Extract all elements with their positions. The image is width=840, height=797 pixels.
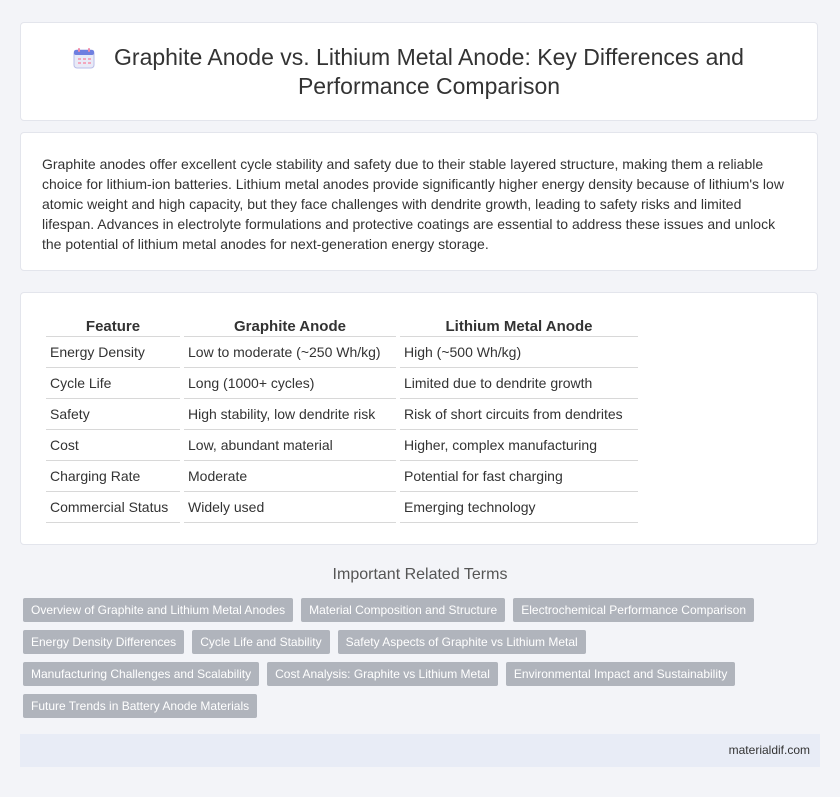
related-term-link[interactable]: Safety Aspects of Graphite vs Lithium Metal [338,630,586,654]
table-cell: High stability, low dendrite risk [184,399,396,430]
column-header-lithium: Lithium Metal Anode [400,315,638,337]
table-cell: Long (1000+ cycles) [184,368,396,399]
table-row [46,399,638,430]
table-row [46,430,638,461]
related-term-link[interactable]: Material Composition and Structure [301,598,505,622]
related-terms-heading: Important Related Terms [332,566,508,583]
related-term-link[interactable]: Overview of Graphite and Lithium Metal Anodes [23,598,293,622]
table-cell: Cycle Life [46,368,180,399]
related-term-link[interactable]: Energy Density Differences [23,630,184,654]
related-term-link[interactable]: Electrochemical Performance Comparison [513,598,754,622]
comparison-table [42,315,642,523]
header-card [20,22,818,121]
table-cell: Limited due to dendrite growth [400,368,638,399]
column-header-graphite: Graphite Anode [184,315,396,337]
related-term-link[interactable]: Cost Analysis: Graphite vs Lithium Metal [267,662,498,686]
table-cell: Charging Rate [46,461,180,492]
summary-card [20,132,818,271]
related-term-link[interactable]: Cycle Life and Stability [192,630,329,654]
summary-paragraph: Graphite anodes offer excellent cycle stability and safety due to their stable layered structure, making them a reliable choice for lithium-ion batteries. Lithium metal anodes provide significantly higher energy density because of lithium's low atomic weight and high capacity, but they face challenges with dendrite growth, leading to safety risks and limited lifespan. Advances in electrolyte formulations and protective coatings are essential to address these issues and unlock the potential of lithium metal anodes for next-generation energy storage. [42,156,784,252]
table-header-row [46,315,638,337]
table-cell: High (~500 Wh/kg) [400,337,638,368]
related-term-link[interactable]: Manufacturing Challenges and Scalability [23,662,259,686]
footer-site-link[interactable]: materialdif.com [728,743,810,757]
column-header-feature: Feature [46,315,180,337]
table-row [46,492,638,523]
related-term-link[interactable]: Future Trends in Battery Anode Materials [23,694,257,718]
table-cell: Moderate [184,461,396,492]
related-terms-list [23,598,783,718]
footer [20,734,820,767]
table-cell: Commercial Status [46,492,180,523]
comparison-card [20,292,818,545]
table-cell: Energy Density [46,337,180,368]
table-cell: Cost [46,430,180,461]
table-cell: Low, abundant material [184,430,396,461]
table-row [46,337,638,368]
table-cell: Low to moderate (~250 Wh/kg) [184,337,396,368]
related-term-link[interactable]: Environmental Impact and Sustainability [506,662,735,686]
table-row [46,368,638,399]
table-cell: Risk of short circuits from dendrites [400,399,638,430]
table-row [46,461,638,492]
table-cell: Emerging technology [400,492,638,523]
page-title: Graphite Anode vs. Lithium Metal Anode: Key Differences and Performance Comparison [114,44,744,99]
table-cell: Potential for fast charging [400,461,638,492]
table-cell: Safety [46,399,180,430]
table-cell: Widely used [184,492,396,523]
table-cell: Higher, complex manufacturing [400,430,638,461]
